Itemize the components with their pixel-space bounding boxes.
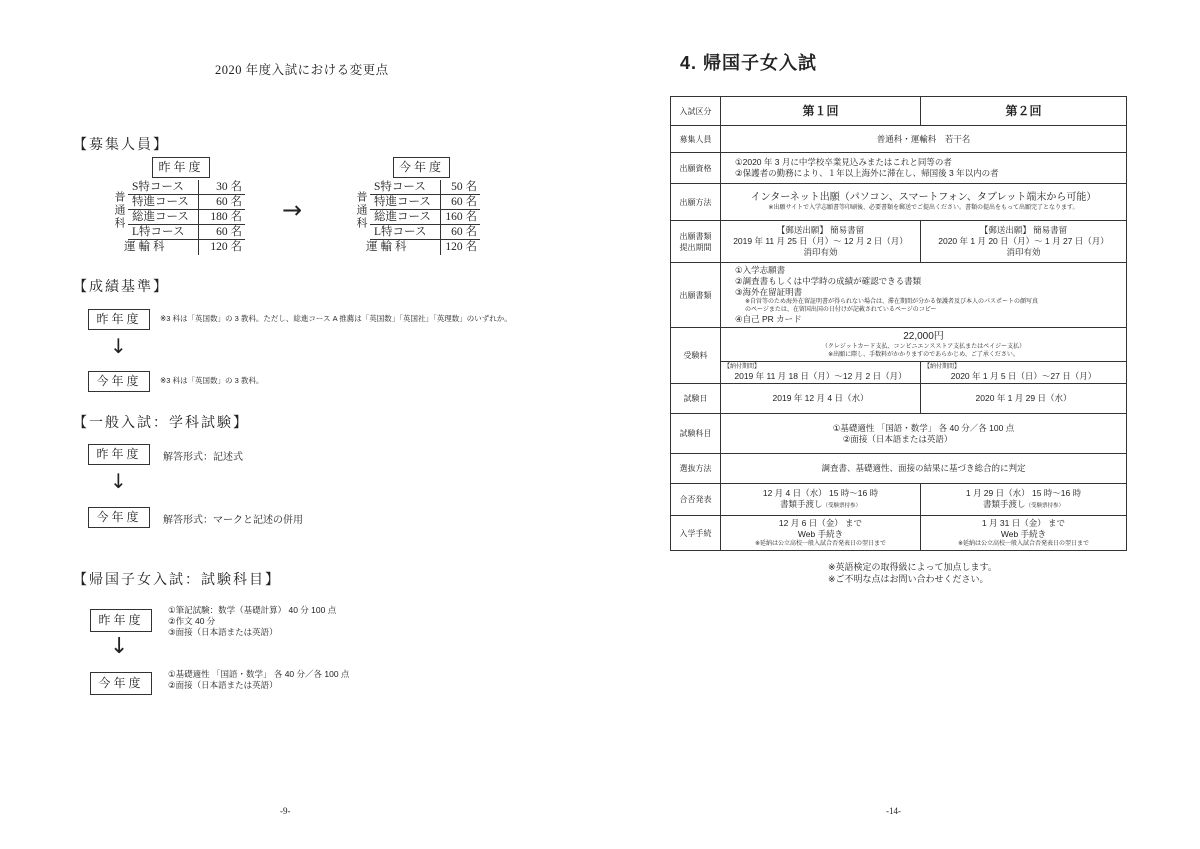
previous-year-label: 昨年度: [152, 157, 210, 178]
down-arrow-icon: ↓: [110, 469, 127, 493]
round2-header: 第２回: [921, 97, 1127, 126]
footnote: ※ご不明な点はお問い合わせください。: [828, 574, 989, 584]
row-label: 出願資格: [671, 153, 721, 184]
fee-period-label: 【納付期間】: [924, 364, 961, 370]
course-count: 60 名: [216, 196, 242, 208]
course-name: S特コース: [370, 180, 441, 194]
table-row: [128, 195, 245, 210]
table-row: [671, 184, 1127, 221]
row-label: 出願書類: [671, 263, 721, 328]
enrollment-note: ※延納は公立高校一般入試合否発表日の翌日まで: [754, 541, 887, 547]
footnotes: [828, 561, 997, 585]
documents-note-line: のページまたは、在留国出国の日付けが記載されているページのコピー: [745, 307, 937, 313]
course-count: 30 名: [216, 181, 242, 193]
table-row: [671, 414, 1127, 454]
postmark-note: 消印有効: [803, 247, 838, 257]
subjects-cell: [721, 414, 1127, 454]
table-row: [128, 210, 245, 225]
fee-payment-methods: （クレジットカード支払、コンビニエンスストア支払またはペイジー支払）: [821, 343, 1026, 350]
row-label: 合否発表: [671, 484, 721, 516]
table-row: [671, 221, 1127, 263]
postmark-note: 消印有効: [1006, 247, 1041, 257]
table-row: [370, 210, 480, 225]
course-count: 60 名: [216, 226, 242, 238]
row-label: 受験料: [671, 328, 721, 384]
selection-value: 調査書、基礎適性、面接の結果に基づき総合的に判定: [721, 454, 1127, 484]
table-row: [671, 516, 1127, 551]
page-number: -9-: [280, 806, 291, 816]
down-arrow-icon: ↓: [110, 634, 129, 659]
row-label: 募集人員: [671, 126, 721, 153]
section-heading-general-exam: 【一般入試：学科試験】: [73, 416, 249, 431]
round2-exam-date: 2020 年 1 月 29 日（水）: [921, 384, 1127, 414]
course-name: L特コース: [370, 225, 441, 239]
course-name: 特進コース: [128, 195, 199, 209]
previous-year-label: 昨年度: [88, 444, 150, 465]
round1-header: 第１回: [721, 97, 921, 126]
course-group-label: 普通科: [113, 190, 125, 230]
eligibility-cell: [721, 153, 1127, 184]
list-item: ②保護者の勤務により、１年以上海外に滞在し、帰国後 3 年以内の者: [735, 168, 999, 178]
course-group-label: 普通科: [355, 190, 367, 230]
results-delivery-line: [924, 499, 1123, 512]
results-delivery: 書類手渡し: [779, 498, 823, 509]
course-count: 160 名: [445, 211, 477, 223]
table-row: [671, 126, 1127, 153]
method-main: インターネット出願（パソコン、スマートフォン、タブレット端末から可能）: [750, 192, 1097, 203]
list-item: ②面接（日本語または英語）: [168, 680, 278, 690]
table-row: [671, 384, 1127, 414]
documents-note-line: ※自営等のため海外在留証明書が得られない場合は、滞在期間が分かる保護者及び本人のパスポートの顔写真: [745, 299, 1039, 305]
table-row: [370, 195, 480, 210]
table-row: [671, 153, 1127, 184]
current-year-label: 今年度: [393, 157, 450, 178]
course-count: 50 名: [451, 181, 477, 193]
enrollment-note: ※延納は公立高校一般入試合否発表日の翌日まで: [957, 541, 1090, 547]
course-count: 60 名: [451, 226, 477, 238]
course-name: 総進コース: [370, 210, 441, 224]
round2-results-cell: [921, 484, 1127, 516]
row-label: 入学手続: [671, 516, 721, 551]
list-item: ②面接（日本語または英語）: [842, 433, 953, 444]
fee-amount: 22,000円: [903, 330, 944, 342]
table-row: [671, 263, 1127, 328]
table-row: [128, 225, 245, 240]
fee-period: 2019 年 11 月 18 日（月）～12 月 2 日（月）: [734, 371, 907, 381]
enrollment-method: Web 手続き: [797, 529, 844, 539]
submission-period: 2019 年 11 月 25 日（月）～ 12 月 2 日（月）: [733, 236, 908, 246]
fee-cell: [721, 328, 1127, 362]
footnote: ※英語検定の取得級によって加点します。: [828, 562, 997, 572]
row-label: 試験日: [671, 384, 721, 414]
submission-period: 2020 年 1 月 20 日（月）～ 1 月 27 日（月）: [938, 236, 1109, 246]
results-delivery: 書類手渡し: [982, 498, 1026, 509]
previous-year-label: 昨年度: [88, 309, 150, 330]
subjects-list: [833, 423, 1014, 445]
current-year-label: 今年度: [88, 507, 150, 528]
page-title: 2020 年度入試における変更点: [215, 63, 389, 77]
course-count: 120 名: [210, 241, 242, 253]
table-row: [671, 362, 1127, 384]
row-label: 試験科目: [671, 414, 721, 454]
current-recruitment-table: [352, 180, 480, 255]
course-name: 運輸科: [118, 240, 199, 255]
previous-year-label: 昨年度: [90, 609, 152, 632]
round2-fee-period-cell: [921, 362, 1127, 384]
right-arrow-icon: →: [282, 196, 303, 224]
row-label-line: 提出期間: [679, 242, 712, 252]
results-time: 12 月 4 日（水） 15 時～16 時: [762, 487, 879, 498]
table-row: [118, 240, 245, 255]
section-heading-returnee: 4. 帰国子女入試: [680, 53, 818, 73]
previous-grading-note: ※3 科は「英国数」の 3 教科。ただし、総進コース A 推薦は「英国数」「英国社」「英理数」のいずれか。: [160, 314, 512, 323]
enrollment-method: Web 手続き: [1000, 529, 1047, 539]
course-name: L特コース: [128, 225, 199, 239]
list-item: ①基礎適性 「国語・数学」 各 40 分／各 100 点: [832, 422, 1015, 433]
list-item: ①基礎適性 「国語・数学」 各 40 分／各 100 点: [168, 669, 350, 679]
table-row: [370, 225, 480, 240]
row-label: [671, 221, 721, 263]
round1-enrollment-cell: [721, 516, 921, 551]
row-label-line: 出願書類: [679, 231, 712, 241]
round1-submission-cell: [721, 221, 921, 263]
fee-period: 2020 年 1 月 5 日（日）～27 日（月）: [950, 371, 1097, 381]
current-grading-note: ※3 科は「英国数」の 3 教科。: [160, 376, 264, 385]
course-count: 120 名: [445, 241, 477, 253]
previous-recruitment-table: [110, 180, 245, 255]
method-note: ※出願サイトで入学志願書等印刷後、必要書類を郵送でご提出ください。書類の提出をもって出願完了となります。: [768, 205, 1079, 211]
course-name: S特コース: [128, 180, 199, 194]
row-label: 出願方法: [671, 184, 721, 221]
returnee-exam-table: [670, 96, 1127, 551]
results-delivery-line: [724, 499, 917, 512]
previous-subject-list: [168, 605, 336, 638]
current-year-label: 今年度: [88, 371, 150, 392]
current-subject-list: [168, 669, 349, 691]
previous-answer-format: 解答形式：記述式: [163, 452, 243, 463]
list-item: ①筆記試験：数学（基礎計算） 40 分 100 点: [168, 605, 337, 615]
course-name: 特進コース: [370, 195, 441, 209]
down-arrow-icon: ↓: [110, 334, 127, 358]
course-count: 60 名: [451, 196, 477, 208]
table-row: [671, 484, 1127, 516]
recruitment-value: 普通科・運輸科 若干名: [721, 126, 1127, 153]
results-delivery-note: （受験票持参）: [822, 502, 862, 509]
method-cell: [721, 184, 1127, 221]
table-row: [671, 97, 1127, 126]
list-item: ②調査書もしくは中学時の成績が確認できる書類: [735, 276, 922, 286]
table-row: [128, 180, 245, 195]
documents-cell: [721, 263, 1127, 328]
round2-submission-cell: [921, 221, 1127, 263]
submission-method: 【郵送出願】 簡易書留: [979, 225, 1068, 235]
current-answer-format: 解答形式：マークと記述の併用: [163, 515, 303, 526]
round2-enrollment-cell: [921, 516, 1127, 551]
fee-note: ※出願に際し、手数料がかかりますのであらかじめ、ご了承ください。: [828, 351, 1019, 358]
list-item: ③面接（日本語または英語）: [168, 627, 278, 637]
page-number: -14-: [886, 806, 901, 816]
section-heading-recruitment: 【募集人員】: [73, 138, 169, 153]
section-heading-returnee-exam: 【帰国子女入試：試験科目】: [73, 573, 281, 588]
current-year-label: 今年度: [90, 672, 152, 695]
course-name: 運輸科: [360, 240, 441, 255]
enrollment-deadline: 1 月 31 日（金） まで: [981, 518, 1066, 528]
course-name: 総進コース: [128, 210, 199, 224]
fee-period-label: 【納付期間】: [724, 364, 761, 370]
results-delivery-note: （受験票持参）: [1025, 502, 1065, 509]
table-row: [370, 180, 480, 195]
round1-fee-period-cell: [721, 362, 921, 384]
enrollment-deadline: 12 月 6 日（金） まで: [778, 518, 863, 528]
table-row: [671, 454, 1127, 484]
table-row: [360, 240, 480, 255]
results-time: 1 月 29 日（水） 15 時～16 時: [965, 487, 1082, 498]
section-heading-grading: 【成績基準】: [73, 280, 169, 295]
list-item: ②作文 40 分: [168, 616, 216, 626]
list-item: ④自己 PR カード: [735, 314, 802, 324]
list-item: ①入学志願書: [735, 265, 786, 275]
submission-method: 【郵送出願】 簡易書留: [776, 225, 865, 235]
row-label: 入試区分: [671, 97, 721, 126]
course-count: 180 名: [210, 211, 242, 223]
table-row: [671, 328, 1127, 362]
list-item: ③海外在留証明書: [735, 287, 803, 297]
list-item: ①2020 年 3 月に中学校卒業見込みまたはこれと同等の者: [735, 157, 952, 167]
row-label: 選抜方法: [671, 454, 721, 484]
round1-exam-date: 2019 年 12 月 4 日（水）: [721, 384, 921, 414]
round1-results-cell: [721, 484, 921, 516]
